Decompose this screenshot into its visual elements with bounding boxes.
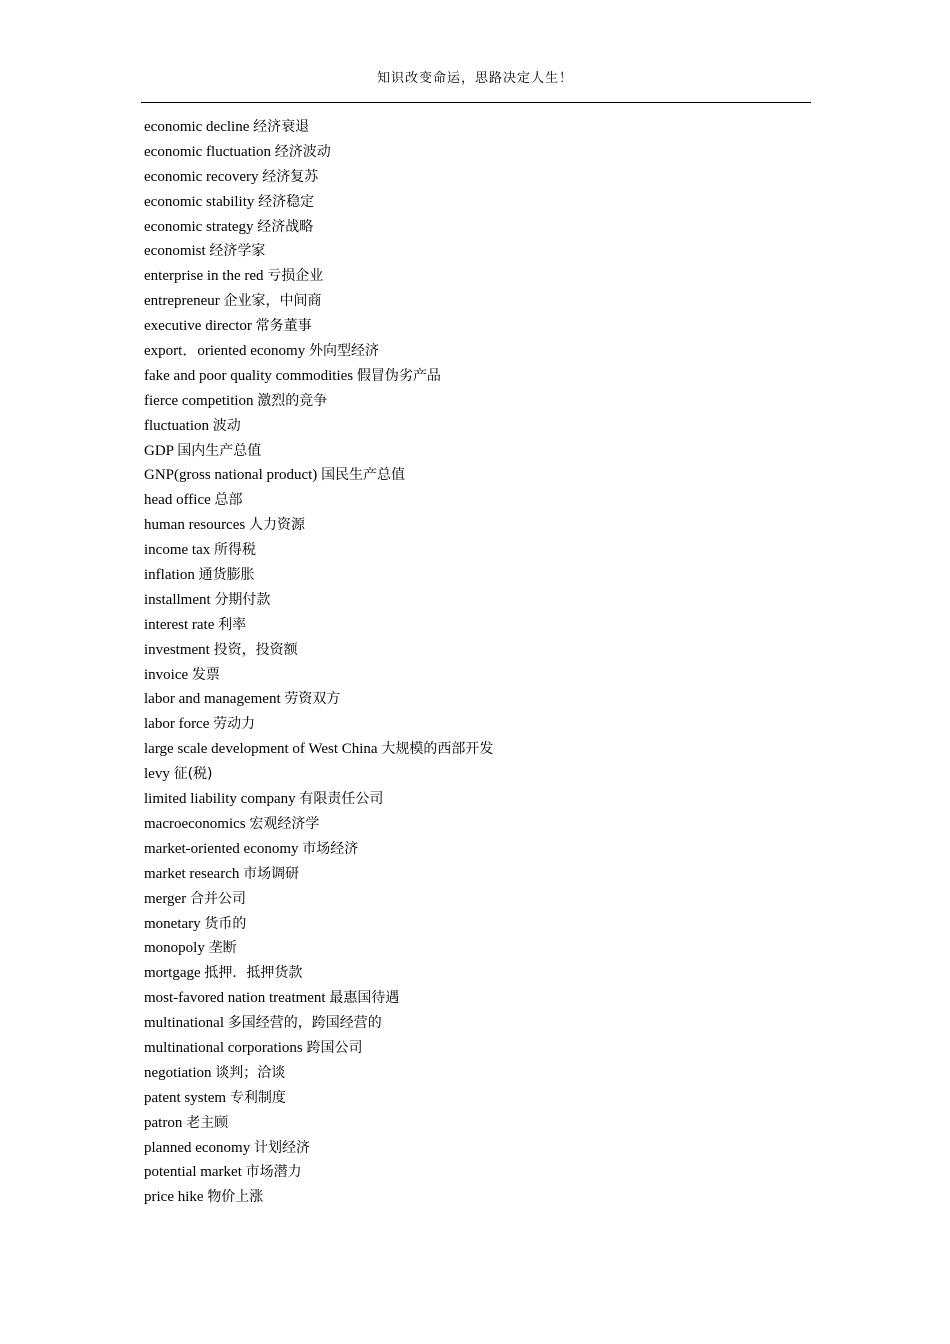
entry-translation: 国内生产总值 [177, 442, 262, 459]
glossary-list [144, 115, 493, 1210]
glossary-entry [144, 314, 493, 339]
entry-term: levy [144, 766, 170, 783]
glossary-entry [144, 463, 493, 488]
entry-term: patent system [144, 1089, 227, 1106]
glossary-entry [144, 1086, 493, 1111]
entry-translation: 外向型经济 [308, 343, 379, 360]
entry-term: monopoly [144, 940, 205, 957]
entry-term: invoice [144, 666, 189, 683]
entry-term: economic strategy [144, 218, 254, 235]
glossary-entry [144, 862, 493, 887]
entry-translation: 专利制度 [229, 1089, 286, 1106]
entry-translation: 征(税) [173, 766, 213, 783]
entry-translation: 宏观经济学 [249, 815, 320, 832]
entry-translation: 有限责任公司 [299, 791, 384, 808]
entry-translation: 劳动力 [213, 716, 256, 733]
glossary-entry [144, 1185, 493, 1210]
entry-translation: 最惠国待遇 [329, 990, 400, 1007]
entry-term: market research [144, 865, 240, 882]
glossary-entry [144, 488, 493, 513]
entry-term: economic stability [144, 193, 255, 210]
glossary-entry [144, 289, 493, 314]
glossary-entry [144, 638, 493, 663]
entry-translation: 企业家，中间商 [223, 293, 322, 310]
entry-term: GDP [144, 442, 174, 459]
glossary-entry [144, 115, 493, 140]
glossary-entry [144, 912, 493, 937]
glossary-entry [144, 239, 493, 264]
entry-term: patron [144, 1114, 183, 1131]
glossary-entry [144, 936, 493, 961]
entry-translation: 分期付款 [214, 591, 271, 608]
entry-translation: 所得税 [213, 542, 256, 559]
entry-term: large scale development of West China [144, 741, 378, 758]
entry-translation: 投资，投资额 [213, 641, 298, 658]
entry-term: fierce competition [144, 392, 254, 409]
glossary-entry [144, 364, 493, 389]
entry-term: executive director [144, 318, 252, 335]
entry-term: macroeconomics [144, 815, 246, 832]
entry-term: multinational corporations [144, 1039, 303, 1056]
entry-term: fluctuation [144, 417, 209, 434]
entry-translation: 亏损企业 [267, 268, 324, 285]
entry-term: export．oriented economy [144, 343, 306, 360]
entry-translation: 大规模的西部开发 [381, 741, 494, 758]
glossary-entry [144, 165, 493, 190]
entry-term: interest rate [144, 616, 215, 633]
glossary-entry [144, 264, 493, 289]
glossary-entry [144, 1136, 493, 1161]
entry-term: multinational [144, 1015, 224, 1032]
glossary-entry [144, 414, 493, 439]
entry-term: negotiation [144, 1064, 212, 1081]
glossary-entry [144, 787, 493, 812]
entry-translation: 跨国公司 [306, 1039, 363, 1056]
entry-translation: 通货膨胀 [198, 567, 255, 584]
glossary-entry [144, 1036, 493, 1061]
entry-translation: 经济衰退 [253, 119, 310, 135]
entry-term: economist [144, 243, 206, 260]
entry-term: monetary [144, 915, 201, 932]
entry-translation: 国民生产总值 [321, 467, 406, 484]
glossary-entry [144, 588, 493, 613]
entry-term: merger [144, 890, 187, 907]
entry-translation: 总部 [214, 492, 243, 509]
entry-translation: 计划经济 [253, 1139, 310, 1156]
entry-translation: 利率 [218, 616, 247, 633]
glossary-entry [144, 737, 493, 762]
entry-translation: 人力资源 [248, 517, 305, 534]
glossary-entry [144, 563, 493, 588]
glossary-entry [144, 1061, 493, 1086]
glossary-entry [144, 140, 493, 165]
entry-translation: 发票 [191, 666, 220, 683]
entry-term: economic recovery [144, 168, 259, 185]
entry-translation: 激烈的竞争 [257, 392, 328, 409]
glossary-entry [144, 1011, 493, 1036]
entry-term: GNP(gross national product) [144, 467, 318, 484]
entry-term: head office [144, 492, 211, 509]
entry-translation: 合并公司 [189, 890, 246, 907]
entry-translation: 经济稳定 [258, 193, 315, 210]
entry-translation: 老主顾 [186, 1114, 229, 1131]
entry-translation: 多国经营的，跨国经营的 [227, 1015, 382, 1032]
entry-term: inflation [144, 567, 195, 584]
glossary-entry [144, 1111, 493, 1136]
glossary-entry [144, 538, 493, 563]
entry-translation: 市场潜力 [245, 1164, 302, 1181]
header-divider [141, 102, 811, 103]
glossary-entry [144, 887, 493, 912]
glossary-entry [144, 613, 493, 638]
glossary-entry [144, 215, 493, 240]
glossary-entry [144, 687, 493, 712]
glossary-entry [144, 339, 493, 364]
entry-term: entrepreneur [144, 293, 220, 310]
page-header: 知识改变命运，思路决定人生！ [376, 70, 573, 85]
entry-term: installment [144, 591, 211, 608]
entry-term: planned economy [144, 1139, 251, 1156]
glossary-entry [144, 712, 493, 737]
entry-term: most-favored nation treatment [144, 990, 326, 1007]
entry-translation: 抵押．抵押货款 [204, 965, 303, 982]
entry-term: potential market [144, 1164, 242, 1181]
glossary-entry [144, 389, 493, 414]
entry-translation: 经济波动 [274, 143, 331, 160]
glossary-entry [144, 190, 493, 215]
glossary-entry [144, 961, 493, 986]
entry-translation: 常务董事 [255, 318, 312, 335]
glossary-entry [144, 513, 493, 538]
entry-translation: 市场经济 [302, 840, 359, 857]
glossary-entry [144, 837, 493, 862]
entry-term: limited liability company [144, 791, 296, 808]
entry-translation: 货币的 [204, 915, 247, 932]
entry-translation: 市场调研 [243, 865, 300, 882]
entry-translation: 劳资双方 [284, 691, 341, 708]
entry-translation: 经济复苏 [262, 168, 319, 185]
entry-translation: 经济战略 [257, 218, 314, 235]
entry-term: labor and management [144, 691, 281, 708]
glossary-entry [144, 986, 493, 1011]
entry-translation: 假冒伪劣产品 [356, 367, 441, 384]
entry-term: market-oriented economy [144, 840, 299, 857]
entry-translation: 谈判；洽谈 [215, 1064, 286, 1081]
glossary-entry [144, 1160, 493, 1185]
entry-translation: 经济学家 [209, 243, 266, 260]
entry-term: investment [144, 641, 210, 658]
glossary-entry [144, 812, 493, 837]
entry-term: income tax [144, 542, 211, 559]
entry-term: labor force [144, 716, 210, 733]
entry-term: price hike [144, 1189, 204, 1206]
glossary-entry [144, 762, 493, 787]
glossary-entry [144, 663, 493, 688]
entry-term: economic decline [144, 119, 250, 135]
entry-term: mortgage [144, 965, 201, 982]
entry-translation: 波动 [212, 417, 241, 434]
entry-translation: 垄断 [208, 940, 237, 957]
entry-term: fake and poor quality commodities [144, 367, 354, 384]
entry-term: economic fluctuation [144, 143, 272, 160]
entry-term: enterprise in the red [144, 268, 264, 285]
entry-translation: 物价上涨 [207, 1189, 264, 1206]
entry-term: human resources [144, 517, 246, 534]
glossary-entry [144, 439, 493, 464]
